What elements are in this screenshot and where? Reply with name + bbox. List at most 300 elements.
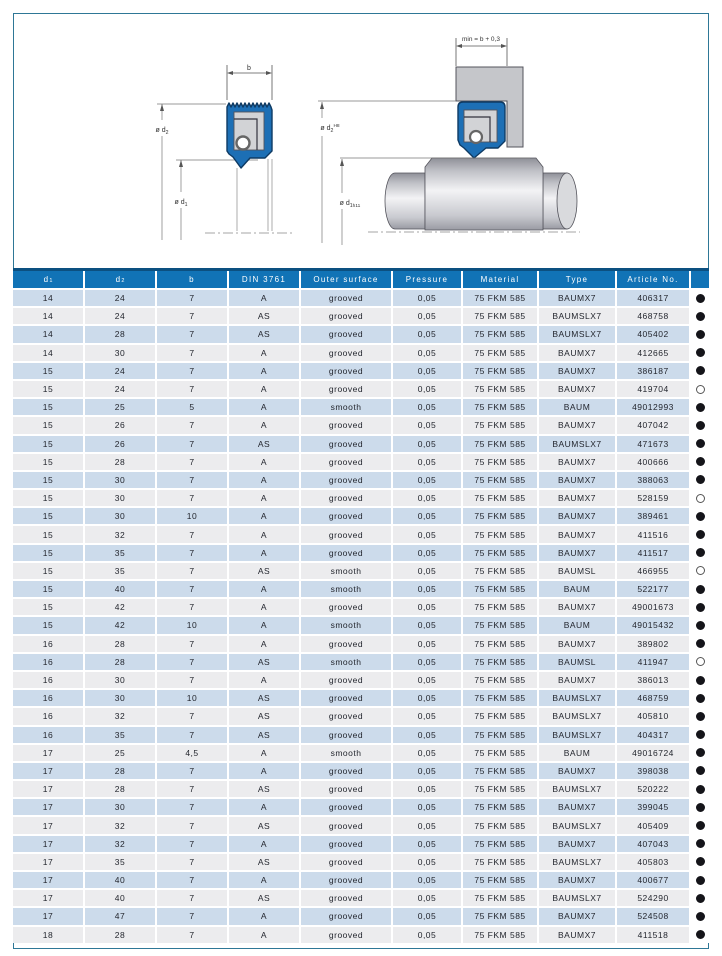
cell-din-3761: AS bbox=[229, 817, 299, 833]
filled-dot-icon bbox=[696, 475, 705, 484]
cell-d2: 30 bbox=[85, 799, 155, 815]
cell-material: 75 FKM 585 bbox=[463, 617, 537, 633]
cell-article-no: 407042 bbox=[617, 417, 689, 433]
hollow-dot-icon bbox=[696, 657, 705, 666]
cell-availability bbox=[691, 908, 709, 924]
cell-availability bbox=[691, 399, 709, 415]
cell-pressure: 0,05 bbox=[393, 436, 461, 452]
cell-pressure: 0,05 bbox=[393, 872, 461, 888]
cell-d2: 28 bbox=[85, 454, 155, 470]
cell-type: BAUMX7 bbox=[539, 908, 615, 924]
cell-pressure: 0,05 bbox=[393, 472, 461, 488]
cell-material: 75 FKM 585 bbox=[463, 381, 537, 397]
cell-d1: 16 bbox=[13, 654, 83, 670]
col-header-article-no: Article No. bbox=[617, 271, 689, 288]
cell-d2: 47 bbox=[85, 908, 155, 924]
cell-d1: 15 bbox=[13, 399, 83, 415]
cell-type: BAUMSLX7 bbox=[539, 817, 615, 833]
filled-dot-icon bbox=[696, 330, 705, 339]
cell-article-no: 405803 bbox=[617, 854, 689, 870]
cell-din-3761: A bbox=[229, 927, 299, 943]
cell-d1: 17 bbox=[13, 854, 83, 870]
cell-availability bbox=[691, 581, 709, 597]
d1-dimension bbox=[176, 160, 258, 240]
seal-cross-section-diagram bbox=[155, 65, 292, 240]
cell-d1: 15 bbox=[13, 526, 83, 542]
cell-article-no: 386187 bbox=[617, 363, 689, 379]
cell-article-no: 49012993 bbox=[617, 399, 689, 415]
cell-d1: 16 bbox=[13, 636, 83, 652]
filled-dot-icon bbox=[696, 585, 705, 594]
shaft bbox=[385, 158, 577, 230]
cell-b: 7 bbox=[157, 854, 227, 870]
cell-din-3761: A bbox=[229, 526, 299, 542]
cell-d1: 15 bbox=[13, 545, 83, 561]
cell-material: 75 FKM 585 bbox=[463, 563, 537, 579]
cell-pressure: 0,05 bbox=[393, 890, 461, 906]
cell-type: BAUMSLX7 bbox=[539, 308, 615, 324]
cell-d2: 30 bbox=[85, 672, 155, 688]
cell-pressure: 0,05 bbox=[393, 526, 461, 542]
cell-availability bbox=[691, 599, 709, 615]
cell-b: 7 bbox=[157, 763, 227, 779]
col-header-b: b bbox=[157, 271, 227, 288]
cell-pressure: 0,05 bbox=[393, 836, 461, 852]
col-header-pressure: Pressure bbox=[393, 271, 461, 288]
cell-type: BAUMSL bbox=[539, 654, 615, 670]
cell-outer-surface: grooved bbox=[301, 345, 391, 361]
cell-b: 7 bbox=[157, 872, 227, 888]
cell-pressure: 0,05 bbox=[393, 690, 461, 706]
cell-article-no: 411947 bbox=[617, 654, 689, 670]
cell-material: 75 FKM 585 bbox=[463, 690, 537, 706]
cell-outer-surface: grooved bbox=[301, 290, 391, 306]
cell-type: BAUMSL bbox=[539, 563, 615, 579]
cell-outer-surface: grooved bbox=[301, 763, 391, 779]
cell-availability bbox=[691, 326, 709, 342]
cell-availability bbox=[691, 290, 709, 306]
cell-outer-surface: grooved bbox=[301, 472, 391, 488]
cell-outer-surface: grooved bbox=[301, 908, 391, 924]
cell-type: BAUMX7 bbox=[539, 490, 615, 506]
cell-d2: 40 bbox=[85, 581, 155, 597]
cell-outer-surface: grooved bbox=[301, 781, 391, 797]
cell-type: BAUMX7 bbox=[539, 381, 615, 397]
filled-dot-icon bbox=[696, 857, 705, 866]
cell-article-no: 49001673 bbox=[617, 599, 689, 615]
cell-article-no: 520222 bbox=[617, 781, 689, 797]
filled-dot-icon bbox=[696, 621, 705, 630]
cell-d1: 18 bbox=[13, 927, 83, 943]
cell-outer-surface: smooth bbox=[301, 617, 391, 633]
cell-type: BAUMSLX7 bbox=[539, 436, 615, 452]
cell-d2: 28 bbox=[85, 763, 155, 779]
cell-d1: 17 bbox=[13, 908, 83, 924]
cell-article-no: 524290 bbox=[617, 890, 689, 906]
filled-dot-icon bbox=[696, 548, 705, 557]
cell-pressure: 0,05 bbox=[393, 399, 461, 415]
cell-availability bbox=[691, 526, 709, 542]
cell-availability bbox=[691, 890, 709, 906]
cell-outer-surface: grooved bbox=[301, 490, 391, 506]
filled-dot-icon bbox=[696, 894, 705, 903]
cell-b: 7 bbox=[157, 326, 227, 342]
cell-material: 75 FKM 585 bbox=[463, 399, 537, 415]
cell-d1: 15 bbox=[13, 508, 83, 524]
cell-outer-surface: grooved bbox=[301, 690, 391, 706]
cell-article-no: 399045 bbox=[617, 799, 689, 815]
cell-pressure: 0,05 bbox=[393, 381, 461, 397]
cell-d1: 15 bbox=[13, 436, 83, 452]
hollow-dot-icon bbox=[696, 494, 705, 503]
cell-material: 75 FKM 585 bbox=[463, 836, 537, 852]
cell-pressure: 0,05 bbox=[393, 508, 461, 524]
cell-pressure: 0,05 bbox=[393, 854, 461, 870]
cell-din-3761: AS bbox=[229, 654, 299, 670]
filled-dot-icon bbox=[696, 457, 705, 466]
cell-material: 75 FKM 585 bbox=[463, 326, 537, 342]
cell-type: BAUMX7 bbox=[539, 636, 615, 652]
cell-b: 7 bbox=[157, 526, 227, 542]
cell-d1: 17 bbox=[13, 781, 83, 797]
cell-type: BAUMSLX7 bbox=[539, 854, 615, 870]
cell-pressure: 0,05 bbox=[393, 927, 461, 943]
cell-din-3761: AS bbox=[229, 563, 299, 579]
cell-availability bbox=[691, 672, 709, 688]
cell-d1: 15 bbox=[13, 617, 83, 633]
cell-material: 75 FKM 585 bbox=[463, 417, 537, 433]
cell-type: BAUM bbox=[539, 617, 615, 633]
filled-dot-icon bbox=[696, 930, 705, 939]
filled-dot-icon bbox=[696, 512, 705, 521]
cell-type: BAUMSLX7 bbox=[539, 890, 615, 906]
filled-dot-icon bbox=[696, 730, 705, 739]
cell-type: BAUMSLX7 bbox=[539, 727, 615, 743]
cell-din-3761: A bbox=[229, 617, 299, 633]
seal-installation-diagram bbox=[318, 36, 580, 245]
cell-din-3761: A bbox=[229, 363, 299, 379]
cell-type: BAUMSLX7 bbox=[539, 690, 615, 706]
garter-spring-installed bbox=[470, 131, 482, 143]
cell-pressure: 0,05 bbox=[393, 345, 461, 361]
cell-din-3761: A bbox=[229, 599, 299, 615]
cell-pressure: 0,05 bbox=[393, 581, 461, 597]
cell-availability bbox=[691, 781, 709, 797]
cell-type: BAUMX7 bbox=[539, 508, 615, 524]
cell-din-3761: A bbox=[229, 454, 299, 470]
cell-availability bbox=[691, 690, 709, 706]
filled-dot-icon bbox=[696, 803, 705, 812]
cell-b: 7 bbox=[157, 599, 227, 615]
cell-material: 75 FKM 585 bbox=[463, 526, 537, 542]
cell-outer-surface: grooved bbox=[301, 599, 391, 615]
cell-din-3761: A bbox=[229, 472, 299, 488]
cell-b: 7 bbox=[157, 890, 227, 906]
cell-article-no: 389802 bbox=[617, 636, 689, 652]
cell-outer-surface: grooved bbox=[301, 854, 391, 870]
cell-pressure: 0,05 bbox=[393, 708, 461, 724]
cell-outer-surface: grooved bbox=[301, 308, 391, 324]
cell-pressure: 0,05 bbox=[393, 636, 461, 652]
cell-material: 75 FKM 585 bbox=[463, 363, 537, 379]
cell-din-3761: A bbox=[229, 508, 299, 524]
cell-pressure: 0,05 bbox=[393, 727, 461, 743]
cell-b: 10 bbox=[157, 690, 227, 706]
garter-spring bbox=[237, 137, 250, 150]
cell-outer-surface: grooved bbox=[301, 872, 391, 888]
cell-b: 7 bbox=[157, 545, 227, 561]
d2-label: ø $d_2$ bbox=[155, 127, 169, 136]
cell-d1: 15 bbox=[13, 417, 83, 433]
cell-material: 75 FKM 585 bbox=[463, 927, 537, 943]
cell-availability bbox=[691, 417, 709, 433]
cell-material: 75 FKM 585 bbox=[463, 781, 537, 797]
cell-outer-surface: grooved bbox=[301, 836, 391, 852]
cell-din-3761: A bbox=[229, 581, 299, 597]
cell-article-no: 386013 bbox=[617, 672, 689, 688]
cell-b: 7 bbox=[157, 708, 227, 724]
cell-d2: 32 bbox=[85, 836, 155, 852]
cell-material: 75 FKM 585 bbox=[463, 599, 537, 615]
cell-pressure: 0,05 bbox=[393, 417, 461, 433]
cell-material: 75 FKM 585 bbox=[463, 545, 537, 561]
cell-d1: 15 bbox=[13, 454, 83, 470]
cell-d1: 16 bbox=[13, 727, 83, 743]
cell-d2: 42 bbox=[85, 599, 155, 615]
cell-d1: 15 bbox=[13, 563, 83, 579]
cell-d2: 28 bbox=[85, 326, 155, 342]
cell-material: 75 FKM 585 bbox=[463, 436, 537, 452]
col-header-d1: d 1 bbox=[13, 271, 83, 288]
cell-d1: 15 bbox=[13, 490, 83, 506]
cell-type: BAUM bbox=[539, 581, 615, 597]
dimension-table bbox=[13, 268, 709, 943]
d2-dimension bbox=[157, 104, 226, 240]
cell-outer-surface: smooth bbox=[301, 745, 391, 761]
cell-availability bbox=[691, 436, 709, 452]
cell-type: BAUMX7 bbox=[539, 363, 615, 379]
cell-outer-surface: grooved bbox=[301, 727, 391, 743]
cell-article-no: 411516 bbox=[617, 526, 689, 542]
cell-article-no: 400666 bbox=[617, 454, 689, 470]
cell-type: BAUMX7 bbox=[539, 599, 615, 615]
hollow-dot-icon bbox=[696, 385, 705, 394]
cell-din-3761: A bbox=[229, 545, 299, 561]
cell-b: 7 bbox=[157, 654, 227, 670]
col-header-availability bbox=[691, 271, 709, 288]
filled-dot-icon bbox=[696, 603, 705, 612]
cell-b: 7 bbox=[157, 308, 227, 324]
cell-d1: 15 bbox=[13, 381, 83, 397]
cell-article-no: 522177 bbox=[617, 581, 689, 597]
cell-d1: 14 bbox=[13, 345, 83, 361]
cell-material: 75 FKM 585 bbox=[463, 490, 537, 506]
cell-article-no: 49015432 bbox=[617, 617, 689, 633]
filled-dot-icon bbox=[696, 294, 705, 303]
cell-b: 7 bbox=[157, 817, 227, 833]
cell-din-3761: AS bbox=[229, 436, 299, 452]
cell-material: 75 FKM 585 bbox=[463, 581, 537, 597]
cell-article-no: 411518 bbox=[617, 927, 689, 943]
cell-outer-surface: grooved bbox=[301, 381, 391, 397]
filled-dot-icon bbox=[696, 348, 705, 357]
cell-d1: 15 bbox=[13, 599, 83, 615]
cell-outer-surface: grooved bbox=[301, 436, 391, 452]
cell-d1: 15 bbox=[13, 363, 83, 379]
cell-material: 75 FKM 585 bbox=[463, 727, 537, 743]
col-header-din-3761: DIN 3761 bbox=[229, 271, 299, 288]
cell-din-3761: AS bbox=[229, 890, 299, 906]
cell-d2: 24 bbox=[85, 363, 155, 379]
filled-dot-icon bbox=[696, 676, 705, 685]
cell-pressure: 0,05 bbox=[393, 599, 461, 615]
cell-availability bbox=[691, 563, 709, 579]
cell-d1: 17 bbox=[13, 836, 83, 852]
cell-article-no: 466955 bbox=[617, 563, 689, 579]
cell-d2: 30 bbox=[85, 690, 155, 706]
cell-d2: 28 bbox=[85, 654, 155, 670]
cell-type: BAUMX7 bbox=[539, 526, 615, 542]
filled-dot-icon bbox=[696, 712, 705, 721]
cell-material: 75 FKM 585 bbox=[463, 872, 537, 888]
cell-d1: 17 bbox=[13, 872, 83, 888]
cell-material: 75 FKM 585 bbox=[463, 308, 537, 324]
cell-availability bbox=[691, 508, 709, 524]
cell-article-no: 405409 bbox=[617, 817, 689, 833]
cell-din-3761: A bbox=[229, 836, 299, 852]
cell-article-no: 412665 bbox=[617, 345, 689, 361]
cell-pressure: 0,05 bbox=[393, 781, 461, 797]
cell-outer-surface: smooth bbox=[301, 563, 391, 579]
d2-h8-label: ø $d_2^{H8}$ bbox=[320, 123, 340, 134]
filled-dot-icon bbox=[696, 839, 705, 848]
cell-availability bbox=[691, 308, 709, 324]
cell-d2: 40 bbox=[85, 890, 155, 906]
cell-availability bbox=[691, 745, 709, 761]
cell-article-no: 468758 bbox=[617, 308, 689, 324]
cell-din-3761: AS bbox=[229, 708, 299, 724]
d1-label: ø $d_1$ bbox=[174, 199, 188, 208]
cell-availability bbox=[691, 654, 709, 670]
cell-material: 75 FKM 585 bbox=[463, 472, 537, 488]
cell-d2: 28 bbox=[85, 781, 155, 797]
cell-outer-surface: grooved bbox=[301, 545, 391, 561]
cell-pressure: 0,05 bbox=[393, 454, 461, 470]
cell-availability bbox=[691, 472, 709, 488]
cell-din-3761: A bbox=[229, 799, 299, 815]
cell-article-no: 528159 bbox=[617, 490, 689, 506]
cell-d2: 30 bbox=[85, 345, 155, 361]
cell-outer-surface: grooved bbox=[301, 326, 391, 342]
min-label: min = b + 0,3 bbox=[462, 36, 500, 43]
cell-material: 75 FKM 585 bbox=[463, 345, 537, 361]
cell-type: BAUMX7 bbox=[539, 545, 615, 561]
cell-material: 75 FKM 585 bbox=[463, 654, 537, 670]
cell-availability bbox=[691, 490, 709, 506]
cell-availability bbox=[691, 927, 709, 943]
cell-b: 7 bbox=[157, 436, 227, 452]
cell-d1: 17 bbox=[13, 799, 83, 815]
cell-availability bbox=[691, 836, 709, 852]
cell-d2: 30 bbox=[85, 472, 155, 488]
cell-outer-surface: grooved bbox=[301, 417, 391, 433]
cell-outer-surface: smooth bbox=[301, 399, 391, 415]
cell-d1: 15 bbox=[13, 472, 83, 488]
cell-din-3761: A bbox=[229, 636, 299, 652]
cell-pressure: 0,05 bbox=[393, 672, 461, 688]
cell-availability bbox=[691, 636, 709, 652]
cell-article-no: 388063 bbox=[617, 472, 689, 488]
filled-dot-icon bbox=[696, 439, 705, 448]
cell-d2: 24 bbox=[85, 381, 155, 397]
cell-availability bbox=[691, 617, 709, 633]
filled-dot-icon bbox=[696, 821, 705, 830]
cell-pressure: 0,05 bbox=[393, 799, 461, 815]
col-header-type: Type bbox=[539, 271, 615, 288]
cell-availability bbox=[691, 763, 709, 779]
cell-article-no: 400677 bbox=[617, 872, 689, 888]
cell-material: 75 FKM 585 bbox=[463, 454, 537, 470]
cell-type: BAUMSLX7 bbox=[539, 326, 615, 342]
cell-d2: 25 bbox=[85, 745, 155, 761]
cell-article-no: 49016724 bbox=[617, 745, 689, 761]
cell-b: 7 bbox=[157, 781, 227, 797]
cell-d1: 17 bbox=[13, 890, 83, 906]
cell-outer-surface: grooved bbox=[301, 817, 391, 833]
cell-material: 75 FKM 585 bbox=[463, 508, 537, 524]
cell-b: 7 bbox=[157, 417, 227, 433]
cell-outer-surface: grooved bbox=[301, 708, 391, 724]
cell-b: 5 bbox=[157, 399, 227, 415]
cell-material: 75 FKM 585 bbox=[463, 854, 537, 870]
cell-pressure: 0,05 bbox=[393, 654, 461, 670]
cell-type: BAUMX7 bbox=[539, 472, 615, 488]
cell-din-3761: A bbox=[229, 908, 299, 924]
cell-b: 7 bbox=[157, 345, 227, 361]
cell-article-no: 419704 bbox=[617, 381, 689, 397]
cell-din-3761: A bbox=[229, 872, 299, 888]
technical-diagrams bbox=[0, 0, 722, 266]
cell-outer-surface: grooved bbox=[301, 454, 391, 470]
cell-din-3761: AS bbox=[229, 727, 299, 743]
cell-d2: 32 bbox=[85, 526, 155, 542]
cell-article-no: 398038 bbox=[617, 763, 689, 779]
col-header-outer-surface: Outer surface bbox=[301, 271, 391, 288]
cell-article-no: 524508 bbox=[617, 908, 689, 924]
cell-material: 75 FKM 585 bbox=[463, 708, 537, 724]
cell-availability bbox=[691, 708, 709, 724]
cell-material: 75 FKM 585 bbox=[463, 636, 537, 652]
cell-b: 10 bbox=[157, 508, 227, 524]
cell-availability bbox=[691, 363, 709, 379]
cell-material: 75 FKM 585 bbox=[463, 817, 537, 833]
cell-type: BAUMX7 bbox=[539, 672, 615, 688]
cell-din-3761: A bbox=[229, 745, 299, 761]
cell-type: BAUMX7 bbox=[539, 290, 615, 306]
cell-availability bbox=[691, 854, 709, 870]
cell-din-3761: AS bbox=[229, 690, 299, 706]
cell-d2: 30 bbox=[85, 508, 155, 524]
cell-b: 7 bbox=[157, 799, 227, 815]
cell-d1: 17 bbox=[13, 817, 83, 833]
b-label: b bbox=[247, 65, 251, 72]
cell-outer-surface: grooved bbox=[301, 363, 391, 379]
col-header-d2: d 2 bbox=[85, 271, 155, 288]
cell-b: 7 bbox=[157, 672, 227, 688]
cell-outer-surface: smooth bbox=[301, 581, 391, 597]
d1-h11-label: ø $d_1h11$ bbox=[339, 200, 361, 209]
cell-type: BAUMX7 bbox=[539, 836, 615, 852]
